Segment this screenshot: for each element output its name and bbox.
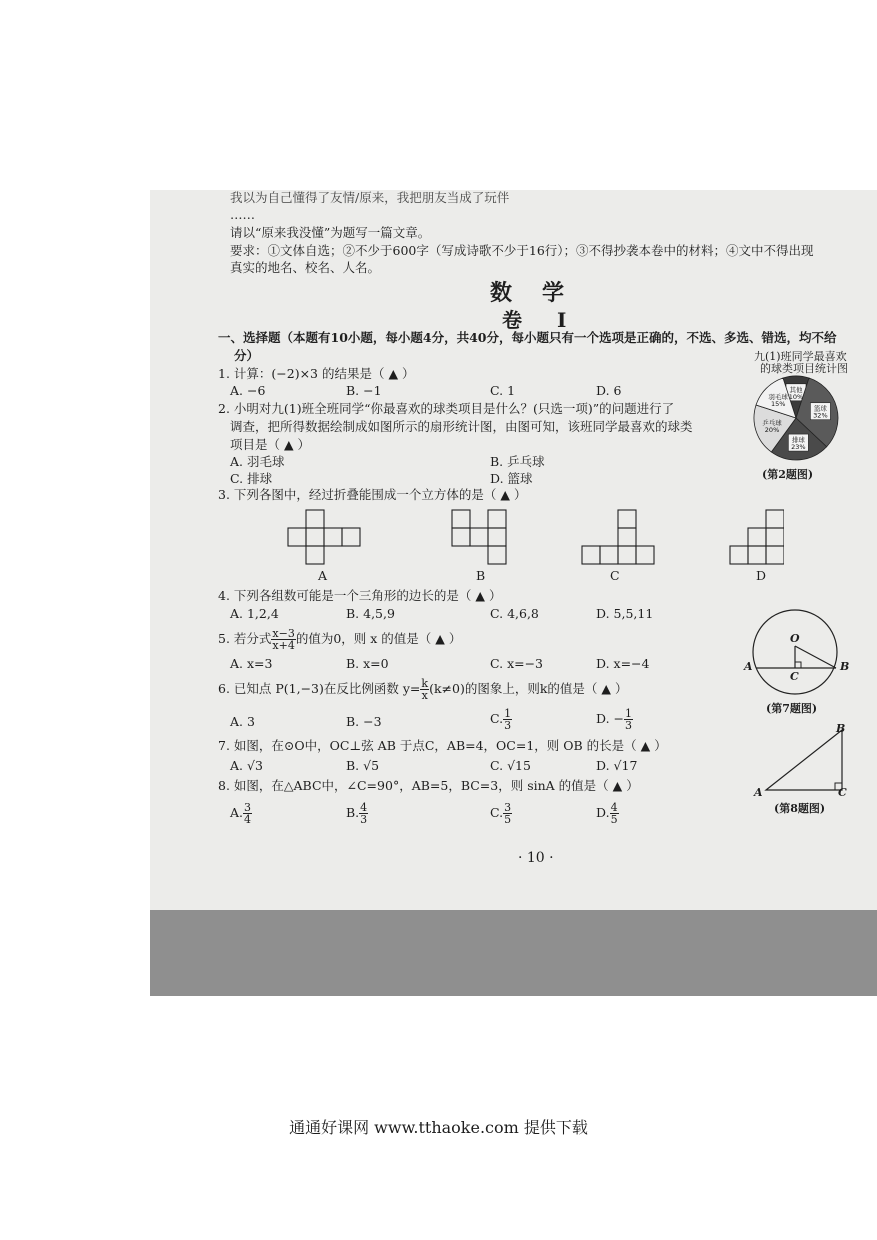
q2-line-2: 调查，把所得数据绘制成如图所示的扇形统计图，由图可知，该班同学最喜欢的球类 <box>230 419 693 434</box>
q6-option-d-pre: D. − <box>596 711 624 726</box>
header-line-2: …… <box>230 207 255 222</box>
q6-option-c-pre: C. <box>490 711 504 726</box>
q3-stem: 3. 下列各图中，经过折叠能围成一个立方体的是（ ▲ ） <box>218 487 527 502</box>
header-line-5: 真实的地名、校名、人名。 <box>230 260 381 275</box>
pie-slice-label-0: 其他 <box>789 385 803 394</box>
q8-option-c-fraction <box>503 802 512 825</box>
q4-option-d: D. 5,5,11 <box>596 606 654 621</box>
exam-paper <box>150 190 877 910</box>
fig8-label-a: A <box>754 786 763 799</box>
q6-option-c-den: 3 <box>504 719 512 732</box>
q8-option-d-pre: D. <box>596 805 610 820</box>
q8-option-d-fraction <box>610 802 619 825</box>
section-heading: 一、选择题（本题有10小题，每小题4分，共40分，每小题只有一个选项是正确的，不选、多选、错选，均不给 <box>218 330 837 345</box>
pie-slice-label-3: 乒乓球 <box>762 418 782 427</box>
q8-option-c-pre: C. <box>490 805 504 820</box>
q3-label-d: D <box>756 568 767 583</box>
cube-nets-figure <box>284 508 784 568</box>
q5-option-d: D. x=−4 <box>596 656 650 671</box>
header-line-4: 要求：①文体自选；②不少于600字（写成诗歌不少于16行）；③不得抄袭本卷中的材料；④文中不得出现 <box>230 243 814 258</box>
pie-slice-label-1: 篮球 <box>813 404 827 413</box>
q8-option-a-fraction <box>243 802 252 825</box>
q1-option-a: A. −6 <box>230 383 266 398</box>
fig7-label-o: O <box>790 632 800 645</box>
fig7-label-b: B <box>840 660 850 673</box>
q6-option-d-num: 1 <box>625 707 632 720</box>
q7-option-d: D. √17 <box>596 758 638 773</box>
pie-slice-label-4: 羽毛球 <box>768 393 788 402</box>
q8-option-c <box>490 802 512 825</box>
q5-option-a: A. x=3 <box>230 656 273 671</box>
pie-slice-pct-2: 23% <box>791 443 806 452</box>
q4-option-a: A. 1,2,4 <box>230 606 279 621</box>
subject-title: 数学 <box>490 280 595 306</box>
q8-option-b-num: 4 <box>360 801 368 814</box>
q8-option-c-den: 5 <box>504 813 512 826</box>
q6-stem-pre: 6. 已知点 P(1,−3)在反比例函数 y= <box>218 681 421 696</box>
q5-option-c: C. x=−3 <box>490 656 544 671</box>
q6-stem-post: (k≠0)的图象上，则k的值是（ ▲ ） <box>429 681 628 696</box>
q8-option-b-fraction <box>359 802 368 825</box>
q5-stem-post: 的值为0，则 x 的值是（ ▲ ） <box>295 631 462 646</box>
q6-option-c-fraction <box>503 708 512 731</box>
q8-option-b-pre: B. <box>346 805 360 820</box>
q8-option-a-pre: A. <box>230 805 244 820</box>
q8-stem: 8. 如图，在△ABC中，∠C=90°，AB=5，BC=3，则 sinA 的值是（ ▲ ） <box>218 778 639 793</box>
fig7-label-c: C <box>790 670 799 683</box>
q8-option-d-num: 4 <box>610 801 618 814</box>
q6-stem <box>218 678 627 701</box>
q5-fraction-num: x−3 <box>272 627 295 640</box>
q2-option-d: D. 篮球 <box>490 471 533 486</box>
q1-option-b: B. −1 <box>346 383 382 398</box>
footer-credit: 通通好课网 www.tthaoke.com 提供下载 <box>289 1118 588 1137</box>
pie-slice-pct-0: 10% <box>788 392 804 401</box>
fig8-label-c: C <box>838 786 847 799</box>
q7-stem: 7. 如图，在⊙O中，OC⊥弦 AB 于点C，AB=4，OC=1，则 OB 的长是（ ▲ ） <box>218 738 667 753</box>
q3-label-a: A <box>318 568 328 583</box>
q4-stem: 4. 下列各组数可能是一个三角形的边长的是（ ▲ ） <box>218 588 502 603</box>
pie-chart <box>742 374 850 462</box>
q2-line-1: 2. 小明对九(1)班全班同学“你最喜欢的球类项目是什么？(只选一项)”的问题进行了 <box>218 401 675 416</box>
q6-option-b: B. −3 <box>346 714 382 729</box>
q7-option-b: B. √5 <box>346 758 380 773</box>
q2-option-b: B. 乒乓球 <box>490 454 545 469</box>
q3-label-b: B <box>476 568 486 583</box>
q4-option-b: B. 4,5,9 <box>346 606 395 621</box>
q1-option-c: C. 1 <box>490 383 516 398</box>
pie-slice-pct-1: 32% <box>813 411 828 420</box>
q5-fraction-den: x+4 <box>272 639 295 652</box>
fig7-label-a: A <box>744 660 753 673</box>
page-number: · 10 · <box>518 850 554 866</box>
pie-slice-pct-3: 20% <box>764 425 780 434</box>
fig8-label-b: B <box>836 722 846 735</box>
q2-option-c: C. 排球 <box>230 471 273 486</box>
q8-option-b-den: 3 <box>360 813 368 826</box>
q6-option-d <box>596 708 633 731</box>
section-heading-2: 分） <box>234 348 260 363</box>
q5-stem-pre: 5. 若分式 <box>218 631 272 646</box>
q4-option-c: C. 4,6,8 <box>490 606 539 621</box>
q5-stem <box>218 628 461 651</box>
q1-stem: 1. 计算：(−2)×3 的结果是（ ▲ ） <box>218 366 415 381</box>
header-line-3: 请以“原来我没懂”为题写一篇文章。 <box>230 225 431 240</box>
q6-fraction-num: k <box>421 677 429 690</box>
q3-label-c: C <box>610 568 620 583</box>
fig7-caption: (第7题图) <box>766 702 818 715</box>
q1-option-d: D. 6 <box>596 383 622 398</box>
q8-option-a <box>230 802 252 825</box>
fig8-caption: (第8题图) <box>774 802 826 815</box>
q6-option-a: A. 3 <box>230 714 255 729</box>
q7-option-a: A. √3 <box>230 758 263 773</box>
q5-option-b: B. x=0 <box>346 656 389 671</box>
photo-shadow <box>150 910 877 996</box>
q8-option-a-num: 3 <box>244 801 252 814</box>
pie-title-2: 的球类项目统计图 <box>760 362 848 375</box>
q8-option-c-num: 3 <box>504 801 512 814</box>
q2-line-3: 项目是（ ▲ ） <box>230 437 311 452</box>
q6-option-c-num: 1 <box>504 707 512 720</box>
q8-option-a-den: 4 <box>244 813 252 826</box>
q8-option-d-den: 5 <box>610 813 618 826</box>
header-line-1: 我以为自己懂得了友情/原来，我把朋友当成了玩伴 <box>230 190 510 205</box>
pie-slice-pct-4: 15% <box>770 400 786 409</box>
q6-fraction <box>420 678 429 701</box>
q7-option-c: C. √15 <box>490 758 531 773</box>
q5-fraction <box>271 628 295 651</box>
q6-option-d-den: 3 <box>625 719 632 732</box>
scanned-photo <box>150 190 877 996</box>
q6-option-d-fraction <box>624 708 633 731</box>
pie-caption: (第2题图) <box>762 468 814 481</box>
q8-option-b <box>346 802 368 825</box>
pie-title-1: 九(1)班同学最喜欢 <box>754 350 847 363</box>
volume-title: 卷 Ⅰ <box>502 308 581 332</box>
q8-option-d <box>596 802 619 825</box>
pie-slice-label-2: 排球 <box>791 436 805 445</box>
q6-fraction-den: x <box>421 689 428 702</box>
circle-figure <box>740 608 850 700</box>
q2-option-a: A. 羽毛球 <box>230 454 285 469</box>
q6-option-c <box>490 708 512 731</box>
